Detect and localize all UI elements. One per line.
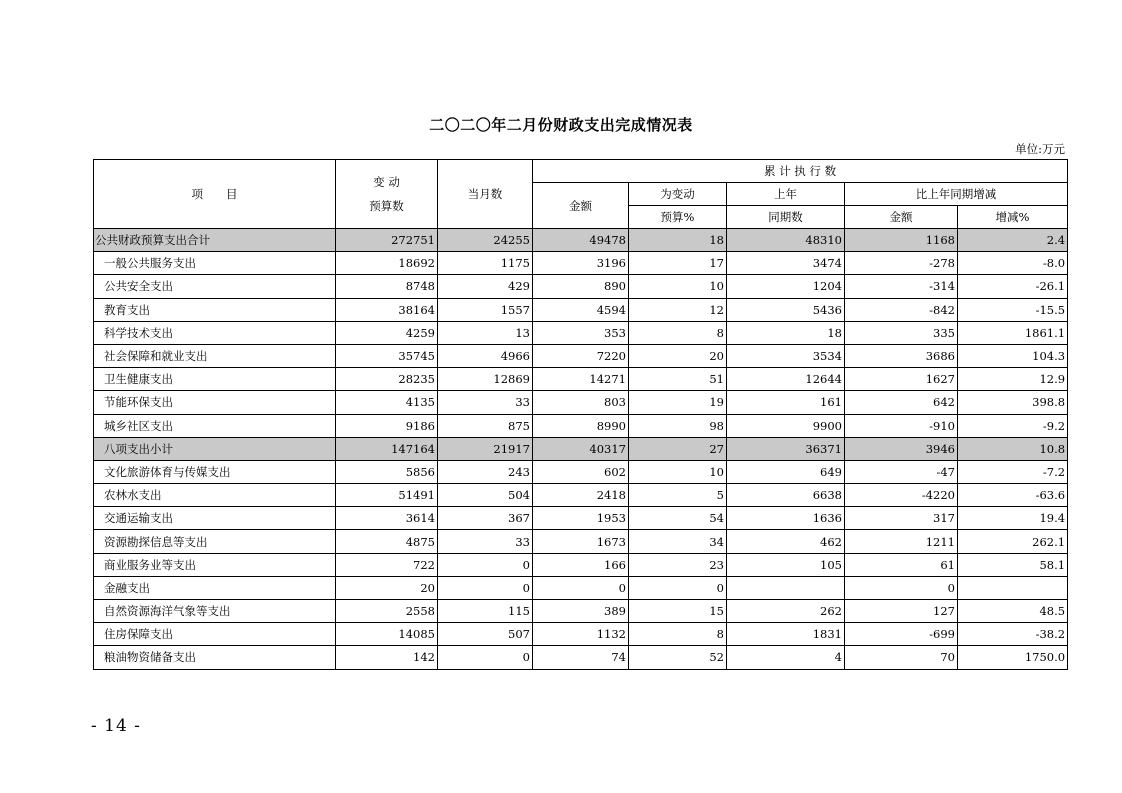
row-value: 4135 xyxy=(336,391,438,414)
row-value: 147164 xyxy=(336,437,438,460)
row-value: 18692 xyxy=(336,252,438,275)
table-row xyxy=(94,229,1068,252)
row-value: 642 xyxy=(845,391,958,414)
row-value: 15 xyxy=(629,600,727,623)
row-value: 51491 xyxy=(336,484,438,507)
row-value: 722 xyxy=(336,553,438,576)
header-cumulative: 累 计 执 行 数 xyxy=(533,160,1068,183)
row-value: 52 xyxy=(629,646,727,669)
row-value: 389 xyxy=(533,600,629,623)
row-value: -910 xyxy=(845,414,958,437)
row-label: 文化旅游体育与传媒支出 xyxy=(94,460,336,483)
table-row xyxy=(94,252,1068,275)
row-value: 36371 xyxy=(727,437,845,460)
row-label: 农林水支出 xyxy=(94,484,336,507)
table-row xyxy=(94,391,1068,414)
table-row xyxy=(94,344,1068,367)
row-value: 27 xyxy=(629,437,727,460)
row-value: -9.2 xyxy=(958,414,1068,437)
row-value: 1211 xyxy=(845,530,958,553)
row-value: 142 xyxy=(336,646,438,669)
row-value: 1204 xyxy=(727,275,845,298)
row-value: 58.1 xyxy=(958,553,1068,576)
row-value: 19.4 xyxy=(958,507,1068,530)
row-label: 科学技术支出 xyxy=(94,321,336,344)
row-value: 3686 xyxy=(845,344,958,367)
row-value: 1861.1 xyxy=(958,321,1068,344)
row-value: 0 xyxy=(629,576,727,599)
row-value: 12.9 xyxy=(958,368,1068,391)
table-body xyxy=(94,229,1068,670)
row-value: 429 xyxy=(438,275,533,298)
row-value: -26.1 xyxy=(958,275,1068,298)
table-row xyxy=(94,484,1068,507)
table-row xyxy=(94,368,1068,391)
row-value: 104.3 xyxy=(958,344,1068,367)
row-label: 城乡社区支出 xyxy=(94,414,336,437)
row-value: 398.8 xyxy=(958,391,1068,414)
row-value: 1557 xyxy=(438,298,533,321)
row-value: 6638 xyxy=(727,484,845,507)
row-value: 4594 xyxy=(533,298,629,321)
header-last-year-line2: 同期数 xyxy=(727,206,845,229)
header-last-year-line1: 上年 xyxy=(727,183,845,206)
header-ratio-line1: 为变动 xyxy=(629,183,727,206)
row-value: 35745 xyxy=(336,344,438,367)
row-value: 1627 xyxy=(845,368,958,391)
row-value: -63.6 xyxy=(958,484,1068,507)
row-label: 卫生健康支出 xyxy=(94,368,336,391)
row-value: 10 xyxy=(629,275,727,298)
row-value: 3946 xyxy=(845,437,958,460)
row-value: 127 xyxy=(845,600,958,623)
row-value xyxy=(958,576,1068,599)
row-value: 2.4 xyxy=(958,229,1068,252)
row-value: 105 xyxy=(727,553,845,576)
table-row xyxy=(94,298,1068,321)
header-budget xyxy=(336,160,438,229)
row-value: 5 xyxy=(629,484,727,507)
row-value: 4259 xyxy=(336,321,438,344)
row-value: 507 xyxy=(438,623,533,646)
row-label: 节能环保支出 xyxy=(94,391,336,414)
unit-label: 单位:万元 xyxy=(1015,142,1065,156)
header-yoy: 比上年同期增减 xyxy=(845,183,1068,206)
row-value: 0 xyxy=(438,576,533,599)
row-value: 262.1 xyxy=(958,530,1068,553)
row-value: -15.5 xyxy=(958,298,1068,321)
row-value: 8 xyxy=(629,321,727,344)
row-value: 5436 xyxy=(727,298,845,321)
row-value: -842 xyxy=(845,298,958,321)
row-value: 8748 xyxy=(336,275,438,298)
row-label: 资源勘探信息等支出 xyxy=(94,530,336,553)
table-row xyxy=(94,275,1068,298)
row-value: -4220 xyxy=(845,484,958,507)
row-value: 9186 xyxy=(336,414,438,437)
header-budget-line2: 预算数 xyxy=(369,199,404,213)
row-value: 74 xyxy=(533,646,629,669)
row-value: 161 xyxy=(727,391,845,414)
row-value: -8.0 xyxy=(958,252,1068,275)
row-label: 金融支出 xyxy=(94,576,336,599)
row-value: 14085 xyxy=(336,623,438,646)
row-value: 34 xyxy=(629,530,727,553)
row-value: 19 xyxy=(629,391,727,414)
header-budget-line1: 变 动 xyxy=(373,175,400,189)
row-value: 10 xyxy=(629,460,727,483)
table-row xyxy=(94,414,1068,437)
row-value: 12 xyxy=(629,298,727,321)
row-value: 18 xyxy=(727,321,845,344)
row-value: 33 xyxy=(438,391,533,414)
row-value: 272751 xyxy=(336,229,438,252)
row-label: 商业服务业等支出 xyxy=(94,553,336,576)
table-row xyxy=(94,437,1068,460)
row-value: -699 xyxy=(845,623,958,646)
row-value: 4875 xyxy=(336,530,438,553)
row-value: 54 xyxy=(629,507,727,530)
row-value: 18 xyxy=(629,229,727,252)
row-value: 3614 xyxy=(336,507,438,530)
row-value: 3196 xyxy=(533,252,629,275)
row-label: 公共安全支出 xyxy=(94,275,336,298)
table-row xyxy=(94,646,1068,669)
row-label: 粮油物资储备支出 xyxy=(94,646,336,669)
row-value: 33 xyxy=(438,530,533,553)
row-value: -278 xyxy=(845,252,958,275)
row-value: 353 xyxy=(533,321,629,344)
row-value: 166 xyxy=(533,553,629,576)
row-value: 4966 xyxy=(438,344,533,367)
row-value: 12644 xyxy=(727,368,845,391)
row-value: 70 xyxy=(845,646,958,669)
header-yoy-pct: 增减% xyxy=(958,206,1068,229)
row-value xyxy=(727,576,845,599)
row-value: 115 xyxy=(438,600,533,623)
row-value: 12869 xyxy=(438,368,533,391)
row-value: 1750.0 xyxy=(958,646,1068,669)
table-row xyxy=(94,507,1068,530)
row-value: 48.5 xyxy=(958,600,1068,623)
row-value: 5856 xyxy=(336,460,438,483)
row-value: 38164 xyxy=(336,298,438,321)
row-value: 1636 xyxy=(727,507,845,530)
table-row xyxy=(94,530,1068,553)
header-amount: 金额 xyxy=(533,183,629,229)
table-row xyxy=(94,460,1068,483)
row-value: 335 xyxy=(845,321,958,344)
row-label: 教育支出 xyxy=(94,298,336,321)
expenditure-table xyxy=(93,159,1068,670)
row-value: 24255 xyxy=(438,229,533,252)
page-number: - 14 - xyxy=(91,716,141,736)
table-row xyxy=(94,553,1068,576)
row-value: 21917 xyxy=(438,437,533,460)
row-value: 1175 xyxy=(438,252,533,275)
row-value: 317 xyxy=(845,507,958,530)
row-value: 0 xyxy=(533,576,629,599)
table-row xyxy=(94,600,1068,623)
row-label: 一般公共服务支出 xyxy=(94,252,336,275)
row-value: 1132 xyxy=(533,623,629,646)
header-ratio-line2: 预算% xyxy=(629,206,727,229)
row-value: 61 xyxy=(845,553,958,576)
row-value: 9900 xyxy=(727,414,845,437)
row-value: 1673 xyxy=(533,530,629,553)
row-value: 20 xyxy=(629,344,727,367)
row-value: 649 xyxy=(727,460,845,483)
row-label: 八项支出小计 xyxy=(94,437,336,460)
row-value: 14271 xyxy=(533,368,629,391)
row-value: 49478 xyxy=(533,229,629,252)
row-value: 0 xyxy=(438,646,533,669)
row-value: 0 xyxy=(845,576,958,599)
row-label: 公共财政预算支出合计 xyxy=(94,229,336,252)
row-value: 2558 xyxy=(336,600,438,623)
row-value: -7.2 xyxy=(958,460,1068,483)
row-label: 住房保障支出 xyxy=(94,623,336,646)
row-value: -314 xyxy=(845,275,958,298)
row-value: 23 xyxy=(629,553,727,576)
row-value: 10.8 xyxy=(958,437,1068,460)
header-yoy-amount: 金额 xyxy=(845,206,958,229)
row-value: 504 xyxy=(438,484,533,507)
header-month: 当月数 xyxy=(438,160,533,229)
row-value: 40317 xyxy=(533,437,629,460)
row-value: 8990 xyxy=(533,414,629,437)
row-label: 自然资源海洋气象等支出 xyxy=(94,600,336,623)
row-value: -38.2 xyxy=(958,623,1068,646)
row-value: 7220 xyxy=(533,344,629,367)
row-value: 28235 xyxy=(336,368,438,391)
row-value: 3474 xyxy=(727,252,845,275)
row-value: 0 xyxy=(438,553,533,576)
row-value: 51 xyxy=(629,368,727,391)
table-title: 二〇二〇年二月份财政支出完成情况表 xyxy=(429,116,693,134)
row-value: 262 xyxy=(727,600,845,623)
row-value: 890 xyxy=(533,275,629,298)
table-row xyxy=(94,321,1068,344)
row-value: 602 xyxy=(533,460,629,483)
row-value: 8 xyxy=(629,623,727,646)
table-row xyxy=(94,576,1068,599)
row-value: 98 xyxy=(629,414,727,437)
row-value: 2418 xyxy=(533,484,629,507)
row-value: 875 xyxy=(438,414,533,437)
row-value: 367 xyxy=(438,507,533,530)
row-label: 交通运输支出 xyxy=(94,507,336,530)
table-row xyxy=(94,623,1068,646)
row-value: 1168 xyxy=(845,229,958,252)
row-value: 462 xyxy=(727,530,845,553)
row-label: 社会保障和就业支出 xyxy=(94,344,336,367)
row-value: 4 xyxy=(727,646,845,669)
row-value: 243 xyxy=(438,460,533,483)
row-value: 3534 xyxy=(727,344,845,367)
row-value: 17 xyxy=(629,252,727,275)
row-value: 1831 xyxy=(727,623,845,646)
row-value: 803 xyxy=(533,391,629,414)
row-value: 20 xyxy=(336,576,438,599)
row-value: 13 xyxy=(438,321,533,344)
row-value: -47 xyxy=(845,460,958,483)
header-item: 项 目 xyxy=(94,160,336,229)
row-value: 48310 xyxy=(727,229,845,252)
row-value: 1953 xyxy=(533,507,629,530)
